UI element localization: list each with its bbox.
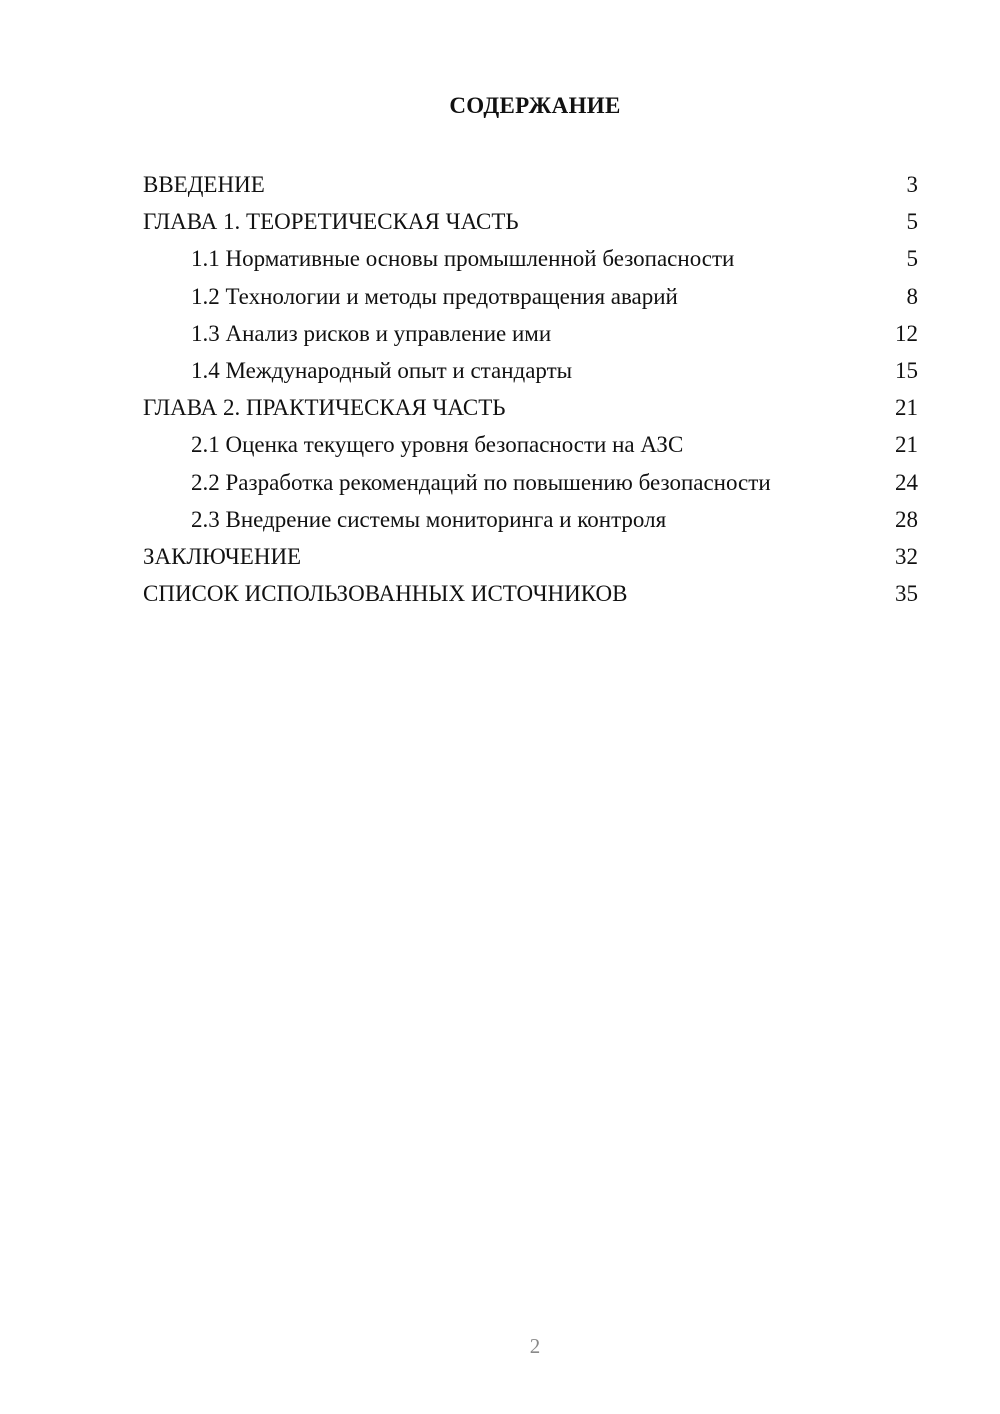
toc-entry-conclusion — [143, 538, 918, 575]
toc-entry-section-1-3 — [143, 315, 918, 352]
toc-entry-page: 32 — [895, 543, 918, 569]
toc-entry-page: 12 — [895, 320, 918, 346]
toc-entry-page: 21 — [895, 432, 918, 458]
toc-entry-page: 5 — [906, 246, 918, 272]
toc-title: СОДЕРЖАНИЕ — [449, 93, 621, 118]
toc-entry-section-1-1 — [143, 240, 918, 277]
toc-entry-label: 1.1 Нормативные основы промышленной безопасности — [191, 246, 735, 272]
toc-entry-label: СПИСОК ИСПОЛЬЗОВАННЫХ ИСТОЧНИКОВ — [143, 581, 628, 607]
toc-entry-chapter-2 — [143, 389, 918, 426]
table-of-contents — [143, 166, 918, 612]
toc-entry-label: 1.2 Технологии и методы предотвращения аварий — [191, 283, 678, 309]
toc-entry-section-2-3 — [143, 501, 918, 538]
toc-entry-label: ЗАКЛЮЧЕНИЕ — [143, 543, 302, 569]
toc-entry-section-1-4 — [143, 352, 918, 389]
toc-entry-label: 2.3 Внедрение системы мониторинга и контроля — [191, 506, 667, 532]
toc-entry-page: 8 — [906, 283, 918, 309]
toc-entry-section-1-2 — [143, 278, 918, 315]
page-number: 2 — [529, 1334, 541, 1358]
toc-entry-references — [143, 575, 918, 612]
toc-entry-page: 35 — [895, 581, 918, 607]
toc-entry-label: ГЛАВА 2. ПРАКТИЧЕСКАЯ ЧАСТЬ — [143, 395, 506, 421]
toc-entry-introduction — [143, 166, 918, 203]
toc-entry-label: 1.3 Анализ рисков и управление ими — [191, 320, 552, 346]
toc-entry-label: 1.4 Международный опыт и стандарты — [191, 357, 573, 383]
toc-entry-label: 2.1 Оценка текущего уровня безопасности на АЗС — [191, 432, 684, 458]
toc-entry-page: 21 — [895, 395, 918, 421]
toc-entry-page: 15 — [895, 357, 918, 383]
toc-entry-label: ГЛАВА 1. ТЕОРЕТИЧЕСКАЯ ЧАСТЬ — [143, 209, 519, 235]
toc-entry-page: 5 — [906, 209, 918, 235]
toc-entry-page: 3 — [906, 172, 918, 197]
toc-entry-page: 24 — [895, 469, 918, 495]
toc-entry-label: 2.2 Разработка рекомендаций по повышению безопасности — [191, 469, 771, 495]
toc-entry-chapter-1 — [143, 203, 918, 240]
toc-entry-page: 28 — [895, 506, 918, 532]
toc-entry-section-2-1 — [143, 426, 918, 463]
toc-entry-section-2-2 — [143, 464, 918, 501]
toc-entry-label: ВВЕДЕНИЕ — [143, 172, 265, 197]
